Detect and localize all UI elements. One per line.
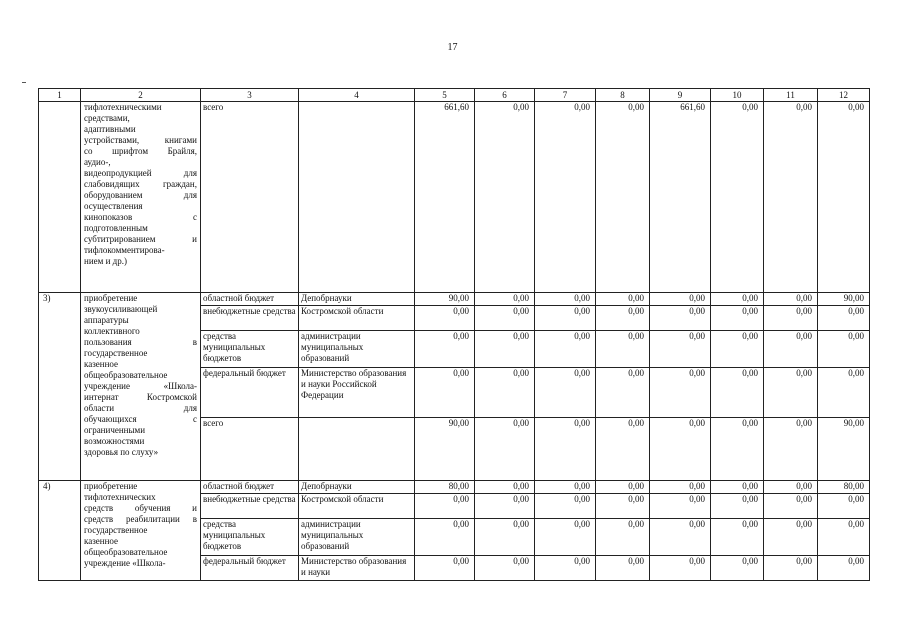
value-cell: 0,00 [818, 494, 870, 519]
funding-source: областной бюджет [201, 481, 299, 494]
description-line: казенное [84, 359, 119, 369]
value-cell: 0,00 [711, 519, 764, 556]
header-cell: 6 [475, 89, 535, 102]
budget-table [38, 88, 870, 581]
description-line: средств обучения и [84, 503, 197, 513]
value-cell: 0,00 [650, 519, 711, 556]
value-cell: 0,00 [764, 368, 818, 418]
description-line: нием и др.) [84, 256, 127, 266]
description-line: адаптивными [84, 124, 136, 134]
executor [299, 418, 415, 481]
value-cell: 0,00 [711, 306, 764, 331]
row-index: 3) [39, 293, 81, 481]
value-cell: 90,00 [818, 293, 870, 306]
value-cell: 0,00 [415, 556, 475, 581]
description-line: средств реабилитации в [84, 514, 197, 524]
description-line: тифлокомментирова- [84, 245, 165, 255]
value-cell: 0,00 [818, 331, 870, 368]
header-cell: 12 [818, 89, 870, 102]
description-line: пользования в [84, 337, 197, 347]
value-cell: 0,00 [475, 368, 535, 418]
description-line: аппаратуры [84, 315, 129, 325]
value-cell: 0,00 [535, 519, 596, 556]
value-cell: 0,00 [596, 306, 650, 331]
header-cell: 4 [299, 89, 415, 102]
value-cell: 0,00 [650, 418, 711, 481]
description-line: аудио-, [84, 157, 111, 167]
row-index: 4) [39, 481, 81, 581]
header-cell: 2 [81, 89, 201, 102]
value-cell: 0,00 [711, 494, 764, 519]
value-cell: 0,00 [764, 519, 818, 556]
table-row [39, 481, 870, 494]
description-line: интернат Костромской [84, 392, 197, 402]
table-row [39, 293, 870, 306]
value-cell: 0,00 [818, 306, 870, 331]
description-line: оборудованием для [84, 190, 197, 200]
value-cell: 0,00 [415, 494, 475, 519]
value-cell: 0,00 [475, 481, 535, 494]
description-line: слабовидящих граждан, [84, 179, 197, 189]
value-cell: 90,00 [818, 418, 870, 481]
value-cell: 0,00 [764, 556, 818, 581]
funding-source: всего [201, 102, 299, 293]
value-cell: 0,00 [475, 102, 535, 293]
value-cell: 0,00 [535, 481, 596, 494]
description-line: подготовленным [84, 223, 148, 233]
row-description [81, 481, 201, 581]
value-cell: 0,00 [764, 494, 818, 519]
value-cell: 0,00 [596, 481, 650, 494]
executor: Министерство образования и науки Российской Федерации [299, 368, 415, 418]
value-cell: 0,00 [764, 306, 818, 331]
value-cell: 0,00 [535, 102, 596, 293]
header-cell: 9 [650, 89, 711, 102]
value-cell: 0,00 [711, 481, 764, 494]
description-line: средствами, [84, 113, 130, 123]
header-cell: 5 [415, 89, 475, 102]
description-line: тифлотехническими [84, 102, 162, 112]
value-cell: 0,00 [535, 368, 596, 418]
table-row [39, 102, 870, 293]
page-number: 17 [447, 42, 458, 53]
value-cell: 0,00 [415, 331, 475, 368]
value-cell: 0,00 [535, 306, 596, 331]
description-line: обучающихся с [84, 414, 197, 424]
value-cell: 0,00 [535, 293, 596, 306]
value-cell: 0,00 [535, 494, 596, 519]
value-cell: 0,00 [764, 293, 818, 306]
value-cell: 0,00 [535, 556, 596, 581]
value-cell: 661,60 [650, 102, 711, 293]
value-cell: 0,00 [596, 293, 650, 306]
value-cell: 0,00 [764, 331, 818, 368]
funding-source: федеральный бюджет [201, 556, 299, 581]
funding-source: федеральный бюджет [201, 368, 299, 418]
value-cell: 0,00 [711, 418, 764, 481]
header-cell: 1 [39, 89, 81, 102]
value-cell: 0,00 [596, 331, 650, 368]
value-cell: 0,00 [596, 494, 650, 519]
value-cell: 0,00 [475, 293, 535, 306]
executor: администрации муниципальных образований [299, 519, 415, 556]
description-line: ограниченными [84, 425, 146, 435]
value-cell: 0,00 [818, 102, 870, 293]
value-cell: 80,00 [415, 481, 475, 494]
funding-source: внебюджетные средства [201, 494, 299, 519]
funding-source: средства муниципальных бюджетов [201, 331, 299, 368]
executor: Министерство образования и науки [299, 556, 415, 581]
header-row [39, 89, 870, 102]
value-cell: 0,00 [475, 331, 535, 368]
value-cell: 0,00 [650, 556, 711, 581]
executor: администрации муниципальных образований [299, 331, 415, 368]
value-cell: 0,00 [711, 293, 764, 306]
header-cell: 8 [596, 89, 650, 102]
description-line: субтитрированием и [84, 234, 197, 244]
description-line: видеопродукцией для [84, 168, 197, 178]
header-cell: 3 [201, 89, 299, 102]
description-line: возможностями [84, 436, 145, 446]
value-cell: 0,00 [415, 306, 475, 331]
value-cell: 0,00 [764, 102, 818, 293]
value-cell: 0,00 [818, 368, 870, 418]
description-line: устройствами, книгами [84, 135, 197, 145]
value-cell: 0,00 [764, 481, 818, 494]
value-cell: 0,00 [711, 556, 764, 581]
executor [299, 102, 415, 293]
value-cell: 0,00 [711, 102, 764, 293]
value-cell: 0,00 [535, 418, 596, 481]
description-line: учреждение «Школа- [84, 381, 197, 391]
value-cell: 0,00 [415, 519, 475, 556]
description-line: коллективного [84, 326, 140, 336]
value-cell: 0,00 [650, 368, 711, 418]
value-cell: 0,00 [596, 556, 650, 581]
funding-source: всего [201, 418, 299, 481]
value-cell: 0,00 [650, 331, 711, 368]
margin-mark [22, 82, 26, 83]
value-cell: 0,00 [818, 519, 870, 556]
description-line: приобретение [84, 481, 138, 491]
description-line: общеобразовательное [84, 547, 168, 557]
description-line: кинопоказов с [84, 212, 197, 222]
value-cell: 0,00 [596, 519, 650, 556]
header-cell: 11 [764, 89, 818, 102]
description-line: осуществления [84, 201, 143, 211]
row-description [81, 102, 201, 293]
value-cell: 0,00 [535, 331, 596, 368]
description-line: государственное [84, 525, 148, 535]
funding-source: областной бюджет [201, 293, 299, 306]
header-cell: 10 [711, 89, 764, 102]
row-index [39, 102, 81, 293]
value-cell: 0,00 [650, 293, 711, 306]
executor: Депобрнауки [299, 481, 415, 494]
executor: Депобрнауки [299, 293, 415, 306]
value-cell: 90,00 [415, 418, 475, 481]
value-cell: 0,00 [711, 331, 764, 368]
description-line: тифлотехнических [84, 492, 156, 502]
value-cell: 0,00 [764, 418, 818, 481]
description-line: со шрифтом Брайля, [84, 146, 197, 156]
description-line: казенное [84, 536, 119, 546]
description-line: учреждение «Школа- [84, 558, 166, 568]
row-description [81, 293, 201, 481]
funding-source: средства муниципальных бюджетов [201, 519, 299, 556]
executor: Костромской области [299, 494, 415, 519]
description-line: государственное [84, 348, 148, 358]
description-line: звукоусиливающей [84, 304, 158, 314]
description-line: приобретение [84, 293, 138, 303]
value-cell: 0,00 [650, 306, 711, 331]
value-cell: 0,00 [650, 494, 711, 519]
value-cell: 80,00 [818, 481, 870, 494]
value-cell: 0,00 [475, 418, 535, 481]
value-cell: 0,00 [650, 481, 711, 494]
value-cell: 0,00 [818, 556, 870, 581]
description-line: здоровья по слуху» [84, 447, 159, 457]
value-cell: 0,00 [475, 494, 535, 519]
value-cell: 0,00 [711, 368, 764, 418]
description-line: области для [84, 403, 197, 413]
value-cell: 90,00 [415, 293, 475, 306]
value-cell: 0,00 [475, 556, 535, 581]
header-cell: 7 [535, 89, 596, 102]
executor: Костромской области [299, 306, 415, 331]
value-cell: 0,00 [596, 102, 650, 293]
value-cell: 0,00 [415, 368, 475, 418]
value-cell: 0,00 [596, 418, 650, 481]
value-cell: 0,00 [596, 368, 650, 418]
funding-source: внебюджетные средства [201, 306, 299, 331]
value-cell: 0,00 [475, 519, 535, 556]
value-cell: 661,60 [415, 102, 475, 293]
value-cell: 0,00 [475, 306, 535, 331]
description-line: общеобразовательное [84, 370, 168, 380]
